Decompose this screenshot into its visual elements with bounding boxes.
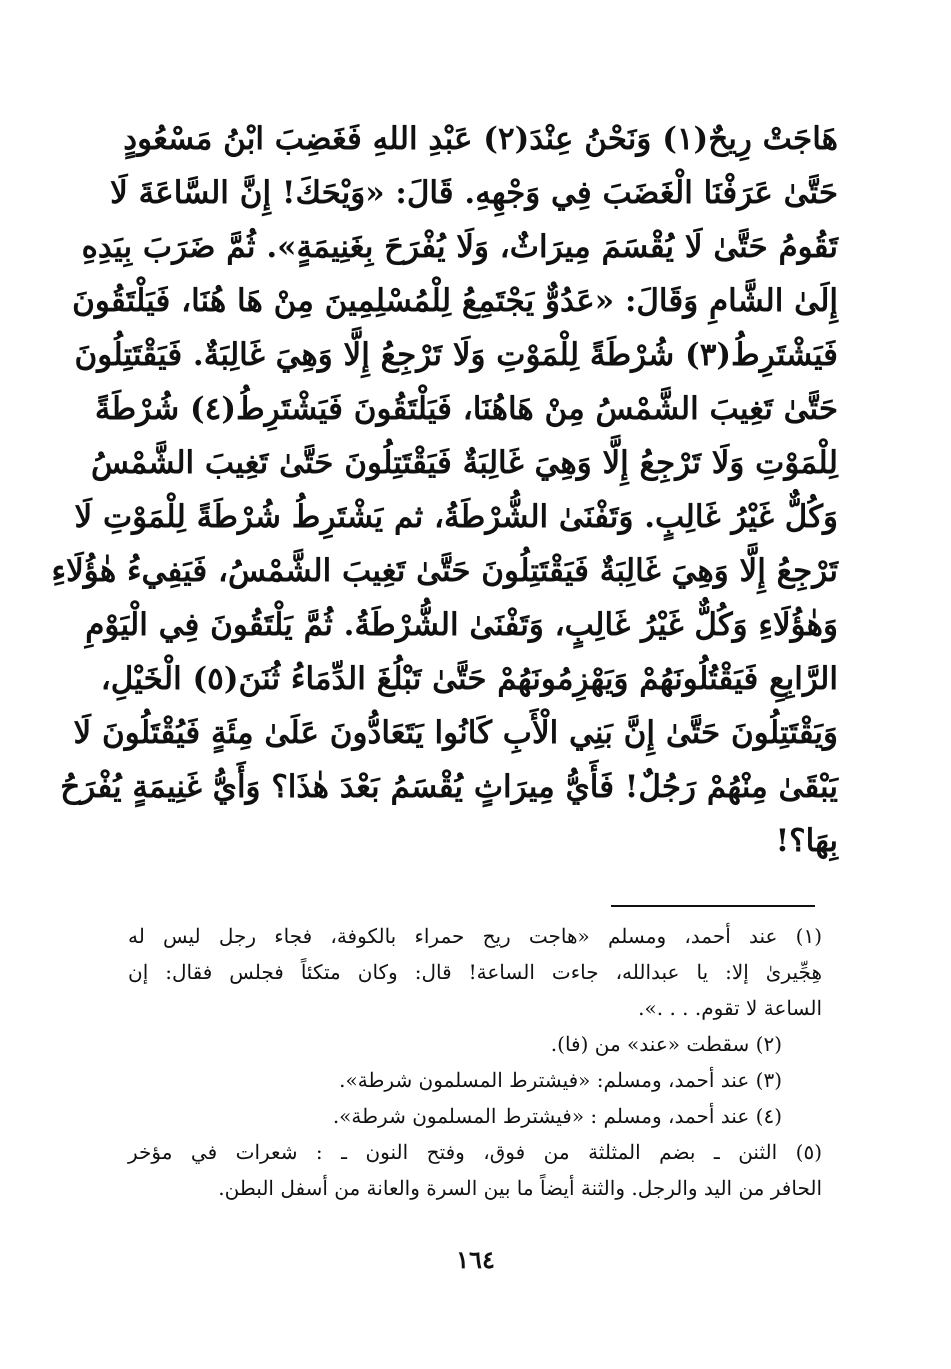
footnote-line: الحافر من اليد والرجل. والثنة أيضاً ما بين السرة والعانة من أسفل البطن. bbox=[218, 1176, 822, 1200]
main-text-line: الرَّابِعِ فَيَقْتُلُونَهُمْ وَيَهْزِمُونَهُمْ حَتَّىٰ تَبْلُغَ الدِّمَاءُ ثُنَنَ(٥) الْخَيْلِ، bbox=[100, 661, 838, 697]
page-number: ١٦٤ bbox=[456, 1245, 495, 1274]
main-text-line: وَيَقْتَتِلُونَ حَتَّىٰ إِنَّ بَنِي الْأَبِ كَانُوا يَتَعَادُّونَ عَلَىٰ مِئَةٍ فَيُقْتَلُونَ لَا bbox=[73, 715, 838, 751]
footnote-line: (١) عند أحمد، ومسلم «هاجت ريح حمراء بالكوفة، فجاء رجل ليس له bbox=[128, 924, 822, 948]
footnote-line: (٤) عند أحمد، ومسلم : «فيشترط المسلمون شرطة». bbox=[332, 1104, 782, 1128]
main-text-line: حَتَّىٰ تَغِيبَ الشَّمْسُ مِنْ هَاهُنَا، فَيَلْتَقُونَ فَيَشْتَرِطُ(٤) شُرْطَةً bbox=[94, 391, 838, 427]
footnotes-block bbox=[128, 918, 822, 1206]
footnote-line: (٢) سقطت «عند» من (فا). bbox=[550, 1032, 782, 1056]
main-text-line: تَرْجِعُ إِلَّا وَهِيَ غَالِبَةٌ فَيَقْتَتِلُونَ حَتَّىٰ تَغِيبَ الشَّمْسُ، فَيَفِيءُ هٰؤُلَاءِ bbox=[51, 553, 838, 589]
main-text-line: وَكُلٌّ غَيْرُ غَالِبٍ. وَتَفْنَىٰ الشُّرْطَةُ، ثم يَشْتَرِطُ شُرْطَةً لِلْمَوْتِ لَا bbox=[74, 499, 838, 535]
footnote-separator bbox=[611, 905, 815, 907]
main-text-block bbox=[51, 112, 838, 868]
main-text-line: بِهَا؟! bbox=[775, 823, 838, 859]
main-text-line: حَتَّىٰ عَرَفْنَا الْغَضَبَ فِي وَجْهِهِ. قَالَ: «وَيْحَكَ! إِنَّ السَّاعَةَ لَا bbox=[110, 175, 838, 211]
footnote-line: (٣) عند أحمد، ومسلم: «فيشترط المسلمون شرطة». bbox=[339, 1068, 782, 1092]
main-text-line: لِلْمَوْتِ وَلَا تَرْجِعُ إِلَّا وَهِيَ غَالِبَةٌ فَيَقْتَتِلُونَ حَتَّىٰ تَغِيبَ الشَّمْسُ bbox=[90, 445, 838, 481]
footnote-line: (٥) الثنن ـ بضم المثلثة من فوق، وفتح النون ـ : شعرات في مؤخر bbox=[128, 1140, 822, 1164]
main-text-line: هَاجَتْ رِيحٌ(١) وَنَحْنُ عِنْدَ(٢) عَبْدِ اللهِ فَغَضِبَ ابْنُ مَسْعُودٍ bbox=[123, 121, 838, 157]
main-text-line: فَيَشْتَرِطُ(٣) شُرْطَةً لِلْمَوْتِ وَلَا تَرْجِعُ إِلَّا وَهِيَ غَالِبَةٌ. فَيَقْتَتِلُونَ bbox=[74, 337, 838, 373]
footnote-line: هِجِّيرىٰ إلا: يا عبدالله، جاءت الساعة! قال: وكان متكئاً فجلس فقال: إن bbox=[128, 960, 822, 984]
footnote-line: الساعة لا تقوم. . . .». bbox=[638, 996, 822, 1020]
main-text-line: يَبْقَىٰ مِنْهُمْ رَجُلٌ! فَأَيُّ مِيرَاثٍ يُقْسَمُ بَعْدَ هٰذَا؟ وَأَيُّ غَنِيمَةٍ يُفْرَحُ bbox=[60, 769, 838, 805]
main-text-line: إِلَىٰ الشَّامِ وَقَالَ: «عَدُوٌّ يَجْتَمِعُ لِلْمُسْلِمِينَ مِنْ هَا هُنَا، فَيَلْتَقُونَ bbox=[72, 283, 838, 319]
main-text-line: تَقُومُ حَتَّىٰ لَا يُقْسَمَ مِيرَاثٌ، وَلَا يُفْرَحَ بِغَنِيمَةٍ». ثُمَّ ضَرَبَ بِيَدِهِ bbox=[81, 229, 838, 265]
main-text-line: وَهٰؤُلَاءِ وَكُلٌّ غَيْرُ غَالِبٍ، وَتَفْنَىٰ الشُّرْطَةُ. ثُمَّ يَلْتَقُونَ فِي الْيَوْمِ bbox=[85, 607, 838, 643]
